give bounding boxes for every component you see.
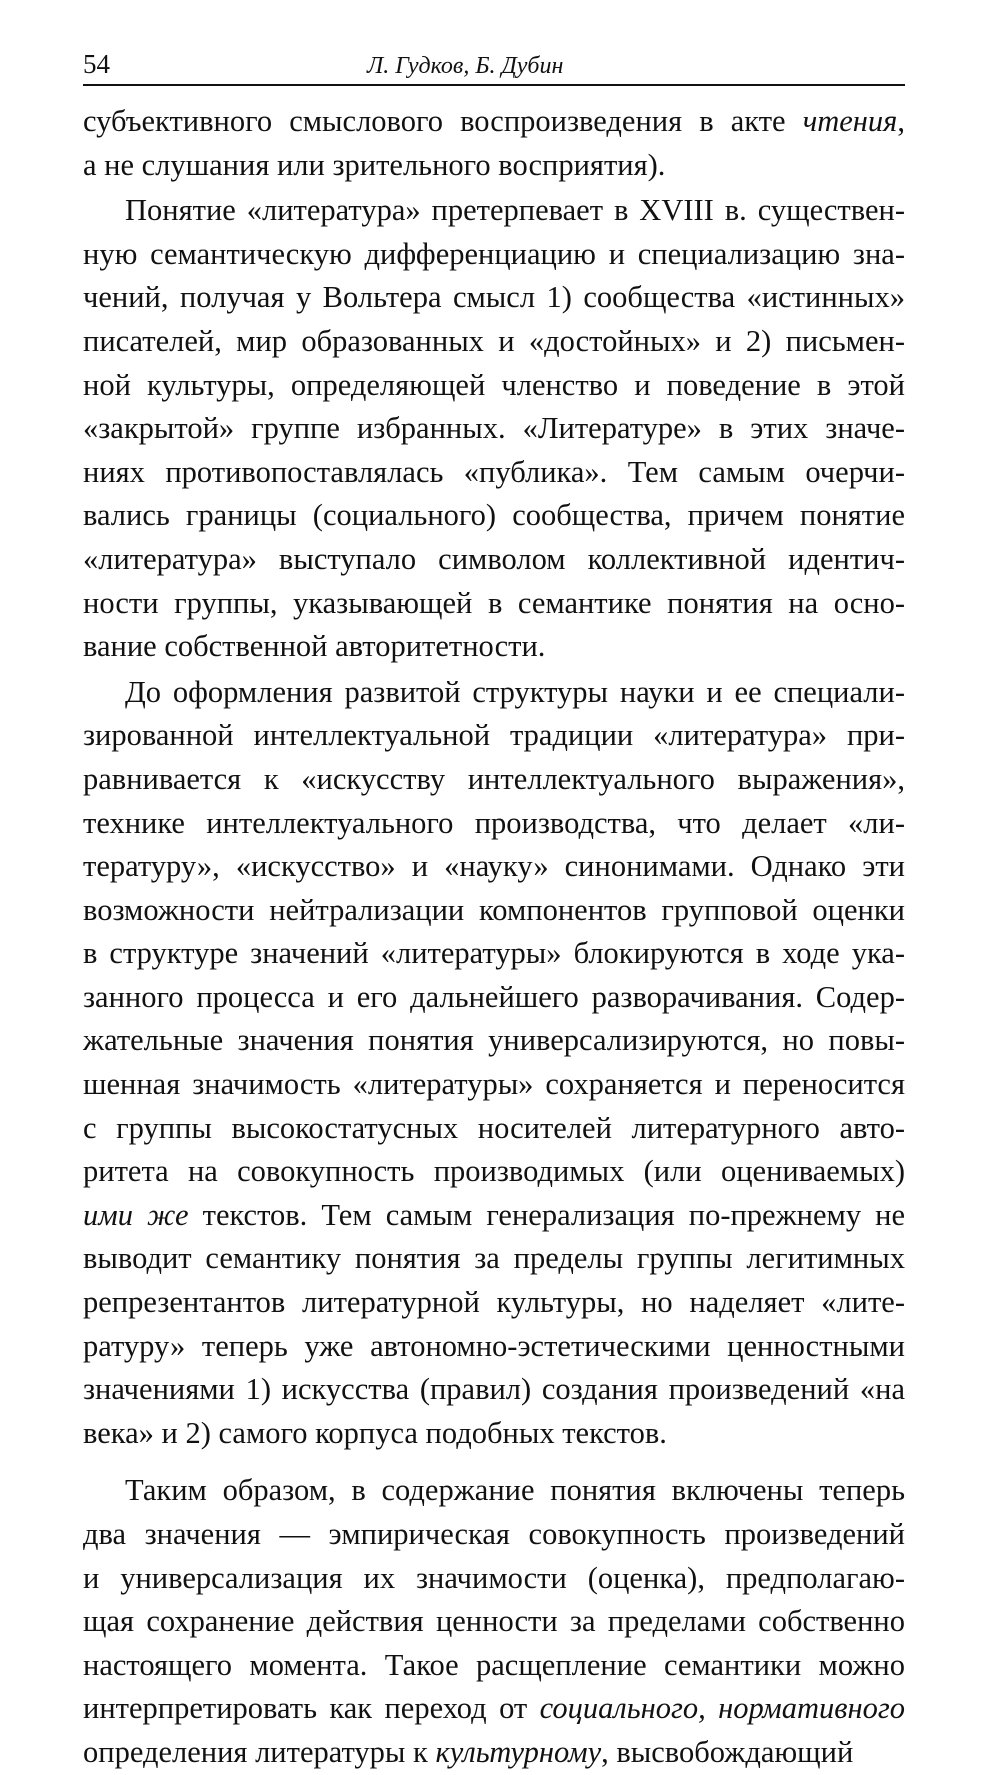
text-line	[83, 1325, 905, 1369]
text-run: жательные значения понятия универсализируются, но повы-	[83, 1023, 905, 1058]
text-line	[83, 1600, 905, 1644]
text-run: и универсализация их значимости (оценка), предполагаю-	[83, 1560, 905, 1595]
text-line	[83, 494, 905, 538]
italic-text-run: чтения	[802, 104, 898, 138]
text-run: выводит семантику понятия за пределы группы легитимных	[83, 1241, 905, 1276]
text-line	[83, 802, 905, 846]
text-run: века» и 2) самого корпуса подобных текстов.	[83, 1415, 667, 1450]
text-run: , высвобождающий	[601, 1734, 854, 1769]
page-number: 54	[83, 49, 110, 79]
text-run: зированной интеллектуальной традиции «литература» при-	[83, 718, 905, 753]
text-line	[83, 1194, 905, 1238]
text-line	[83, 1063, 905, 1107]
text-line	[83, 889, 905, 933]
text-line	[83, 276, 905, 320]
text-line	[83, 233, 905, 277]
text-line	[83, 1237, 905, 1281]
text-run: текстов. Тем самым генерализация по-прежнему не	[188, 1197, 905, 1232]
text-run: «закрытой» группе избранных. «Литературе» в этих значе-	[83, 411, 905, 446]
text-run: До оформления развитой структуры науки и ее специали-	[125, 674, 905, 709]
text-line	[83, 538, 905, 582]
text-run: ритета на совокупность производимых (или оцениваемых)	[83, 1154, 905, 1189]
text-run: два значения — эмпирическая совокупность произведений	[83, 1517, 905, 1551]
text-run: Понятие «литература» претерпевает в XVIII в. существен-	[125, 193, 905, 228]
text-line	[83, 451, 905, 495]
text-run: технике интеллектуального производства, что делает «ли-	[83, 805, 905, 840]
text-run: с группы высокостатусных носителей литературного авто-	[83, 1110, 905, 1145]
text-line	[83, 1281, 905, 1325]
text-run: а не слушания или зрительного восприятия).	[83, 147, 666, 182]
italic-text-run: культурному	[435, 1734, 602, 1769]
text-run: интерпретировать как переход от	[83, 1691, 540, 1726]
text-run: репрезентантов литературной культуры, но наделяет «лите-	[83, 1285, 905, 1320]
text-line	[83, 1107, 905, 1151]
text-run: ности группы, указывающей в семантике понятия на осно-	[83, 585, 905, 620]
text-run: чений, получая у Вольтера смысл 1) сообщества «истинных»	[83, 280, 905, 315]
text-run: занного процесса и его дальнейшего разворачивания. Содер-	[83, 979, 905, 1014]
text-line	[83, 582, 905, 626]
running-head	[83, 28, 905, 86]
text-run: тературу», «искусство» и «науку» синонимами. Однако эти	[83, 849, 905, 884]
text-run: Таким образом, в содержание понятия включены теперь	[125, 1473, 905, 1508]
paragraph	[83, 671, 905, 1456]
text-run: субъективного смыслового воспроизведения в акте	[83, 104, 803, 138]
text-run: настоящего момента. Такое расщепление семантики можно	[83, 1647, 905, 1682]
text-run: ниях противопоставлялась «публика». Тем самым очерчи-	[83, 454, 905, 489]
text-line	[83, 1644, 905, 1688]
text-line	[83, 1687, 905, 1731]
paragraph	[83, 189, 905, 669]
running-title: Л. Гудков, Б. Дубин	[367, 53, 564, 79]
text-line	[83, 932, 905, 976]
text-run: вание собственной авторитетности.	[83, 629, 546, 664]
italic-text-run: социального, нормативного	[539, 1691, 906, 1726]
body-text	[83, 100, 905, 1775]
text-line	[83, 1731, 905, 1775]
paragraph	[83, 100, 905, 187]
text-run: равнивается к «искусству интеллектуального выражения»,	[83, 761, 905, 796]
text-run: определения литературы к	[83, 1734, 436, 1769]
text-line	[83, 714, 905, 758]
text-run: ной культуры, определяющей членство и поведение в этой	[83, 367, 905, 402]
text-line	[83, 407, 905, 451]
text-run: шенная значимость «литературы» сохраняется и переносится	[83, 1067, 905, 1102]
text-line	[83, 1412, 905, 1456]
text-line	[83, 758, 905, 802]
text-line	[83, 144, 905, 188]
text-line	[83, 1019, 905, 1063]
text-run: ратуру» теперь уже автономно-эстетическими ценностными	[83, 1328, 905, 1363]
text-line	[83, 189, 905, 233]
text-run: в структуре значений «литературы» блокируются в ходе ука-	[83, 936, 905, 971]
text-line	[83, 320, 905, 364]
text-run: значениями 1) искусства (правил) создания произведений «на	[83, 1372, 905, 1407]
text-line	[83, 1513, 905, 1557]
text-line	[83, 100, 905, 144]
text-run: вались границы (социального) сообщества, причем понятие	[83, 498, 905, 533]
text-line	[83, 671, 905, 715]
text-line	[83, 1150, 905, 1194]
italic-text-run: ими же	[83, 1197, 189, 1232]
text-run: ,	[897, 104, 905, 138]
text-run: щая сохранение действия ценности за пределами собственно	[83, 1604, 905, 1639]
text-line	[83, 1368, 905, 1412]
text-line	[83, 845, 905, 889]
book-page	[83, 28, 905, 1775]
text-line	[83, 976, 905, 1020]
text-line	[83, 625, 905, 669]
text-run: ную семантическую дифференциацию и специализацию зна-	[83, 236, 905, 271]
text-line	[83, 364, 905, 408]
paragraph	[83, 1469, 905, 1774]
text-run: писателей, мир образованных и «достойных» и 2) письмен-	[83, 323, 905, 358]
text-line	[83, 1469, 905, 1513]
text-run: «литература» выступало символом коллективной идентич-	[83, 541, 905, 576]
text-run: возможности нейтрализации компонентов групповой оценки	[83, 892, 905, 927]
text-line	[83, 1557, 905, 1601]
